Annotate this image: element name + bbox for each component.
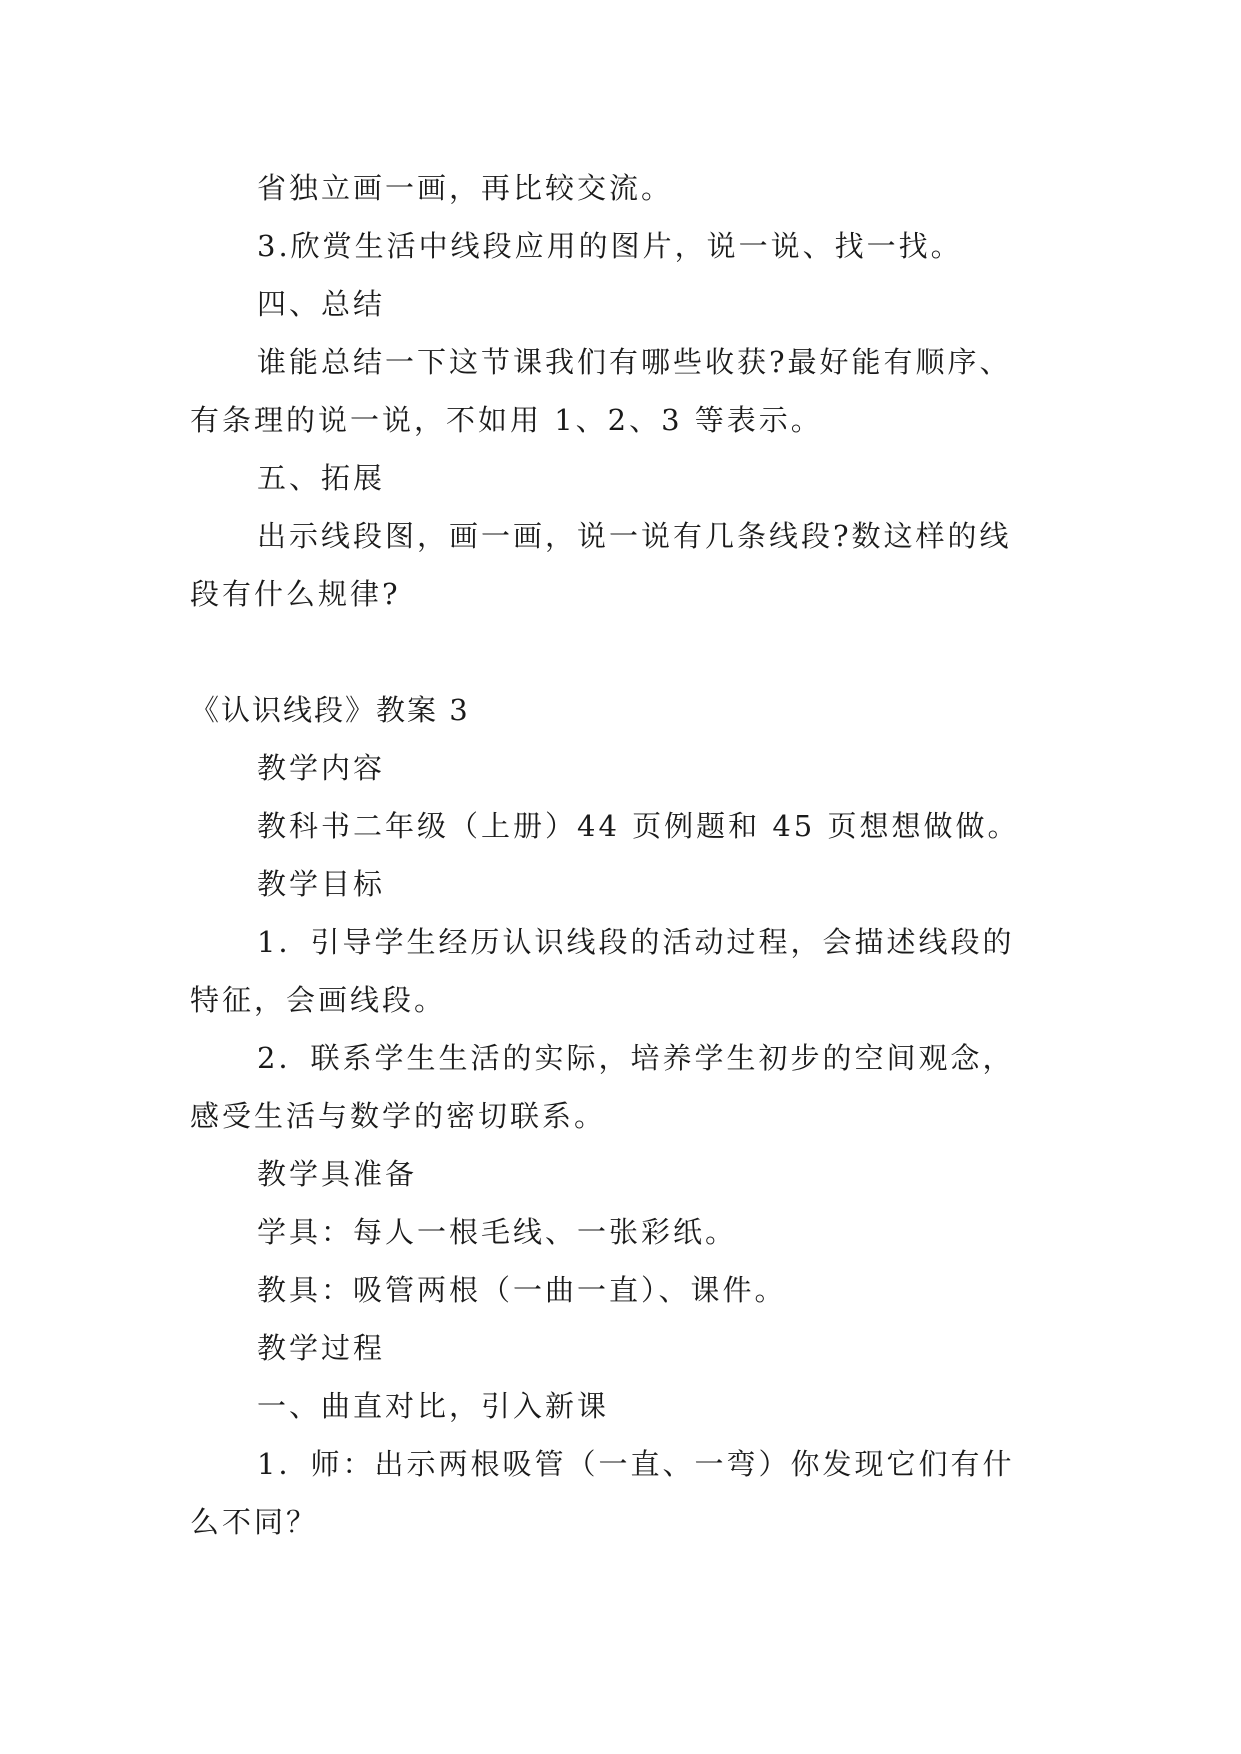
paragraph-line: 1．引导学生经历认识线段的活动过程，会描述线段的 <box>257 925 1015 959</box>
paragraph-line: 1．师：出示两根吸管（一直、一弯）你发现它们有什 <box>257 1447 1015 1481</box>
paragraph-line: 段有什么规律? <box>190 577 401 611</box>
section-heading: 五、拓展 <box>257 461 386 495</box>
section-heading: 教学内容 <box>257 751 386 785</box>
document-title: 《认识线段》教案 3 <box>190 693 470 727</box>
paragraph-line: 有条理的说一说，不如用 1、2、3 等表示。 <box>190 403 823 437</box>
paragraph-line: 2．联系学生生活的实际，培养学生初步的空间观念， <box>257 1041 1015 1075</box>
paragraph-line: 么不同？ <box>190 1505 319 1539</box>
section-heading: 教学具准备 <box>257 1157 418 1191</box>
paragraph-line: 教科书二年级（上册）44 页例题和 45 页想想做做。 <box>257 809 1020 843</box>
section-heading: 一、曲直对比，引入新课 <box>257 1389 610 1423</box>
paragraph-line: 教具：吸管两根（一曲一直）、课件。 <box>257 1273 787 1307</box>
paragraph-line: 3.欣赏生活中线段应用的图片，说一说、找一找。 <box>257 229 963 263</box>
paragraph-line: 出示线段图，画一画，说一说有几条线段?数这样的线 <box>257 519 1012 553</box>
section-heading: 教学过程 <box>257 1331 386 1365</box>
section-heading: 四、总结 <box>257 287 386 321</box>
section-heading: 教学目标 <box>257 867 386 901</box>
paragraph-line: 学具：每人一根毛线、一张彩纸。 <box>257 1215 738 1249</box>
paragraph-line: 特征，会画线段。 <box>190 983 447 1017</box>
paragraph-line: 省独立画一画，再比较交流。 <box>257 171 674 205</box>
paragraph-line: 谁能总结一下这节课我们有哪些收获?最好能有顺序、 <box>257 345 1012 379</box>
paragraph-line: 感受生活与数学的密切联系。 <box>190 1099 607 1133</box>
